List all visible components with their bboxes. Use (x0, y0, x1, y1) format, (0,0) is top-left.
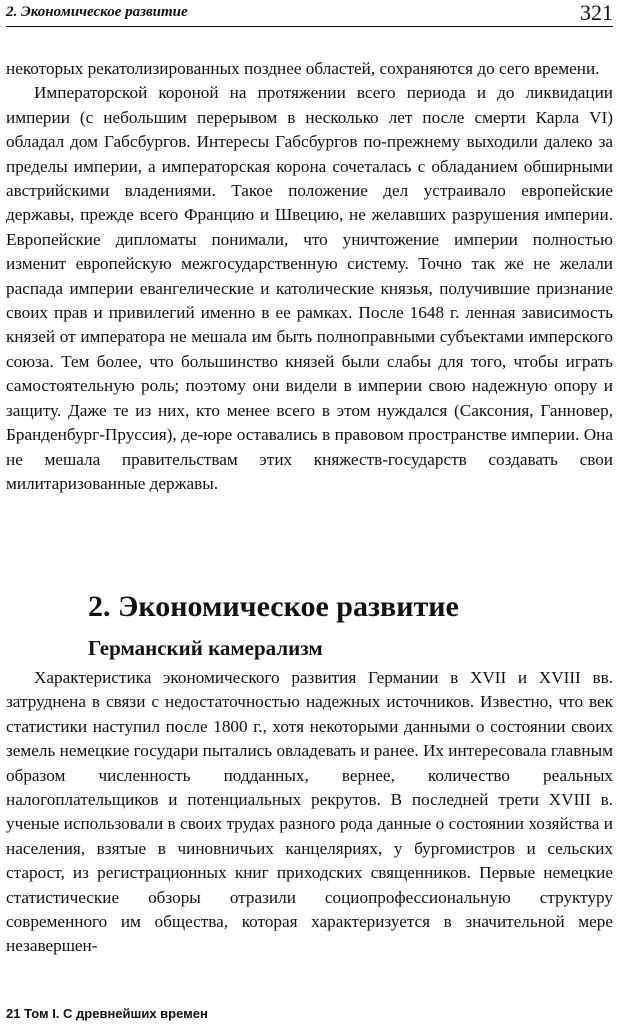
paragraph: Характеристика экономического развития Германии в XVII и XVIII вв. затруднена в связи с недостаточностью надежных источников. Известно, что век статистики наступил после 1800 г., хотя некоторыми данными о состоянии своих земель немецкие государи пытались овладевать и ранее. Их интересовала главным образом численность подданных, вернее, количество реальных налогоплательщиков и потенциальных рекрутов. В последней трети XVIII в. ученые использовали в своих трудах разного рода данные о состоянии хозяйства и населения, взятые в чиновничьих канцеляриях, у бургомистров и сельских старост, из регистрационных книг приходских священников. Первые немецкие статистические обзоры отразили социопрофессиональную структуру современного им общества, которая характеризуется в значительной мере незавершен- (6, 668, 613, 956)
page-number: 321 (580, 0, 613, 25)
paragraph: Императорской короной на протяжении всего периода и до ликвидации империи (с небольшим перерывом в несколько лет после смерти Карла VI) обладал дом Габсбургов. Интересы Габсбургов по-прежнему выходили далеко за пределы империи, а императорская корона сочеталась с обладанием обширными австрийскими владениями. Такое положение дел устраивало европейские державы, прежде всего Францию и Швецию, не желавших разрушения империи. Европейские дипломаты понимали, что уничтожение империи полностью изменит европейскую межгосударственную систему. Точно так же не желали распада империи евангелические и католические князья, получившие признание своих прав и привилегий именно в ее рамках. После 1648 г. ленная зависимость князей от императора не мешала им быть полноправными субъектами имперского союза. Тем более, что большинство князей были слабы для того, чтобы играть самостоятельную роль; поэтому они видели в империи свою надежную опору и защиту. Даже те из них, кто менее всего в этом нуждался (Саксония, Ганновер, Бранденбург-Пруссия), де-юре оставались в правовом пространстве империи. Она не мешала правительствам этих княжеств-государств создавать свои милитаризованные державы. (6, 83, 613, 493)
paragraph-continued: некоторых рекатолизированных позднее областей, сохраняются до сего времени. (6, 59, 600, 78)
body-text-top (6, 57, 613, 496)
section-heading: 2. Экономическое развитие (88, 590, 459, 623)
running-head (6, 0, 613, 27)
sheet-signature: 21 Том I. С древнейших времен (6, 1006, 208, 1021)
running-title: 2. Экономическое развитие (6, 4, 188, 20)
body-text-bottom (6, 666, 613, 959)
subsection-heading: Германский камерализм (88, 636, 323, 660)
